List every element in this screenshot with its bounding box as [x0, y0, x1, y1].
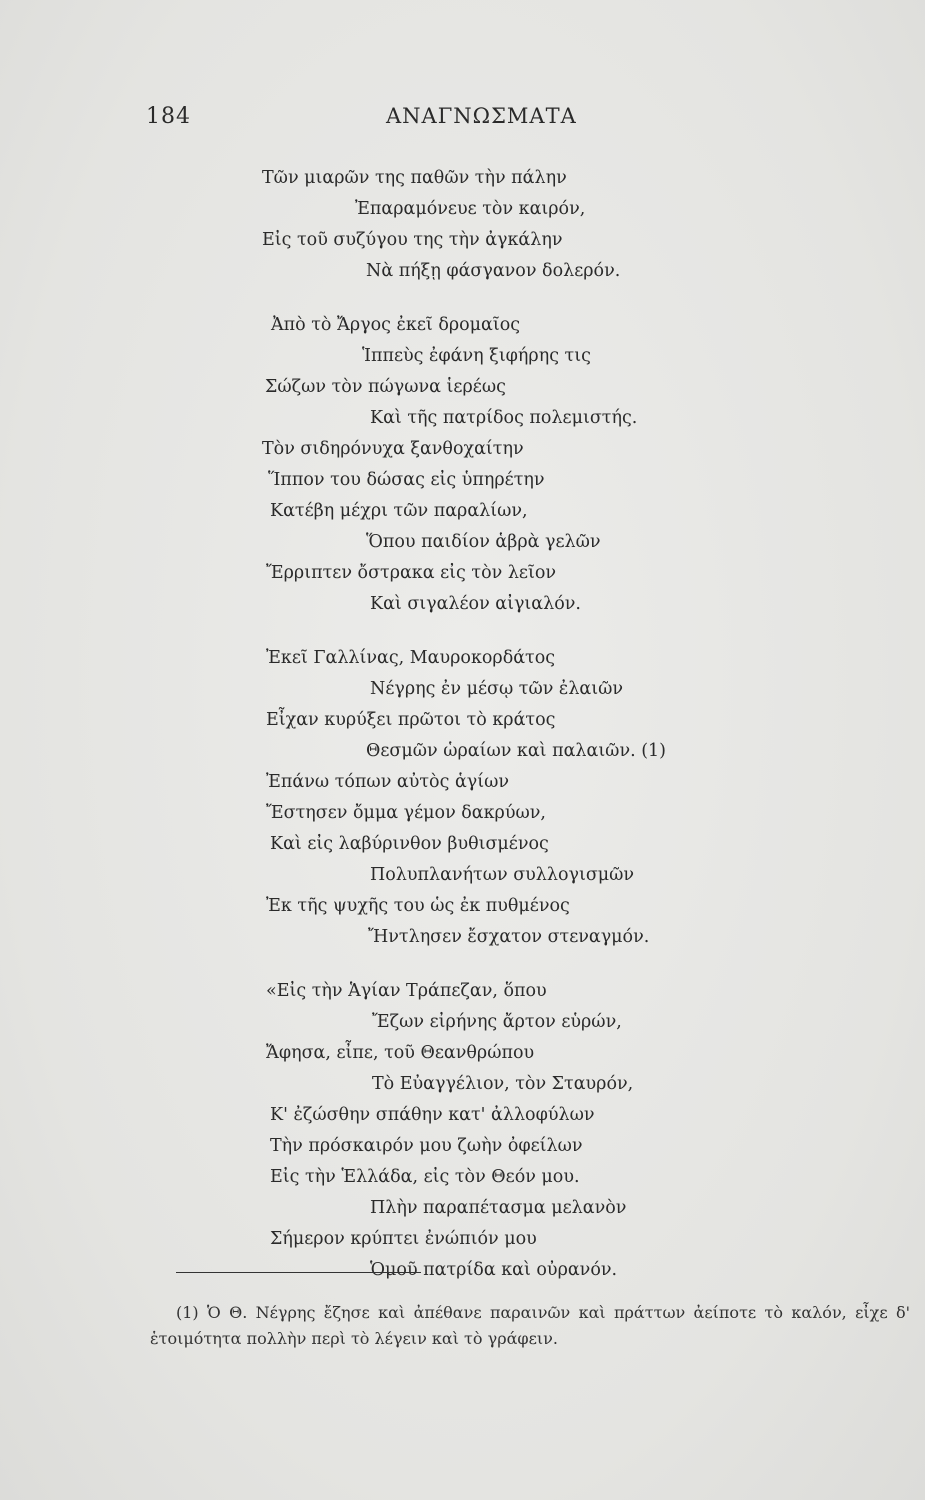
- footnote-divider: [176, 1272, 421, 1273]
- poem-line: Ἄφησα, εἶπε, τοῦ Θεανθρώπου: [266, 1043, 535, 1063]
- poem-line: Ἀπὸ τὸ Ἄργος ἐκεῖ δρομαῖος: [271, 315, 521, 335]
- poem-line: Ἔρριπτεν ὄστρακα εἰς τὸν λεῖον: [266, 563, 557, 583]
- poem-line: Εἰς τὴν Ἑλλάδα, εἰς τὸν Θεόν μου.: [270, 1167, 580, 1187]
- poem-line: Ἔζων εἰρήνης ἄρτον εὑρών,: [372, 1012, 622, 1032]
- poem-line: Κ' ἐζώσθην σπάθην κατ' ἀλλοφύλων: [270, 1105, 595, 1125]
- poem-line: Κατέβη μέχρι τῶν παραλίων,: [270, 501, 528, 521]
- poem-line: Ἤντλησεν ἔσχατον στεναγμόν.: [368, 927, 650, 947]
- poem-line: Πλὴν παραπέτασμα μελανὸν: [370, 1198, 627, 1218]
- poem-line: Εἰς τοῦ συζύγου της τὴν ἀγκάλην: [262, 230, 563, 250]
- page-number: 184: [146, 104, 191, 129]
- poem-line: Τὸν σιδηρόνυχα ξανθοχαίτην: [262, 439, 524, 459]
- poem-line: Ἵππον του δώσας εἰς ὑπηρέτην: [268, 470, 545, 490]
- poem-line: Πολυπλανήτων συλλογισμῶν: [370, 865, 635, 885]
- poem-line: Νὰ πήξῃ φάσγανον δολερόν.: [366, 261, 621, 281]
- poem-line: Νέγρης ἐν μέσῳ τῶν ἐλαιῶν: [370, 679, 624, 699]
- poem-line: Ἐπαραμόνευε τὸν καιρόν,: [355, 199, 586, 219]
- footnote-text: (1) Ὁ Θ. Νέγρης ἔζησε καὶ ἀπέθανε παραινῶν καὶ πράττων ἀείποτε τὸ καλόν, εἶχε δ' ἑτοιμότητα πολλὴν περὶ τὸ λέγειν καὶ τὸ γράφειν.: [150, 1303, 910, 1348]
- poem-line: Σήμερον κρύπτει ἐνώπιόν μου: [270, 1229, 537, 1249]
- poem-line: «Εἰς τὴν Ἁγίαν Τράπεζαν, ὅπου: [266, 981, 547, 1001]
- poem-line: Θεσμῶν ὡραίων καὶ παλαιῶν. (1): [366, 741, 667, 761]
- poem-line: Σώζων τὸν πώγωνα ἱερέως: [265, 377, 506, 397]
- footnote: [150, 1300, 910, 1352]
- poem-line: Ἱππεὺς ἐφάνη ξιφήρης τις: [362, 346, 591, 366]
- poem-line: Τὸ Εὐαγγέλιον, τὸν Σταυρόν,: [372, 1074, 634, 1094]
- poem-line: Καὶ τῆς πατρίδος πολεμιστής.: [370, 408, 638, 428]
- poem-line: Ἐκ τῆς ψυχῆς του ὡς ἐκ πυθμένος: [266, 896, 570, 916]
- poem-line: Ἐκεῖ Γαλλίνας, Μαυροκορδάτος: [266, 648, 556, 668]
- poem-line: Ὁμοῦ πατρίδα καὶ οὐρανόν.: [370, 1260, 618, 1280]
- poem-line: Καὶ σιγαλέον αἰγιαλόν.: [370, 594, 581, 614]
- poem-line: Ἐπάνω τόπων αὐτὸς ἁγίων: [266, 772, 509, 792]
- poem-line: Καὶ εἰς λαβύρινθον βυθισμένος: [270, 834, 549, 854]
- page-header: [146, 104, 626, 138]
- poem-line: Ἔστησεν ὄμμα γέμον δακρύων,: [266, 803, 546, 823]
- poem-line: Ὅπου παιδίον ἁβρὰ γελῶν: [366, 532, 601, 552]
- running-title: ΑΝΑΓΝΩΣΜΑΤΑ: [386, 104, 577, 128]
- poem-line: Τὴν πρόσκαιρόν μου ζωὴν ὀφείλων: [270, 1136, 583, 1156]
- poem-line: Τῶν μιαρῶν της παθῶν τὴν πάλην: [262, 168, 567, 188]
- poem-line: Εἶχαν κυρύξει πρῶτοι τὸ κράτος: [266, 710, 556, 730]
